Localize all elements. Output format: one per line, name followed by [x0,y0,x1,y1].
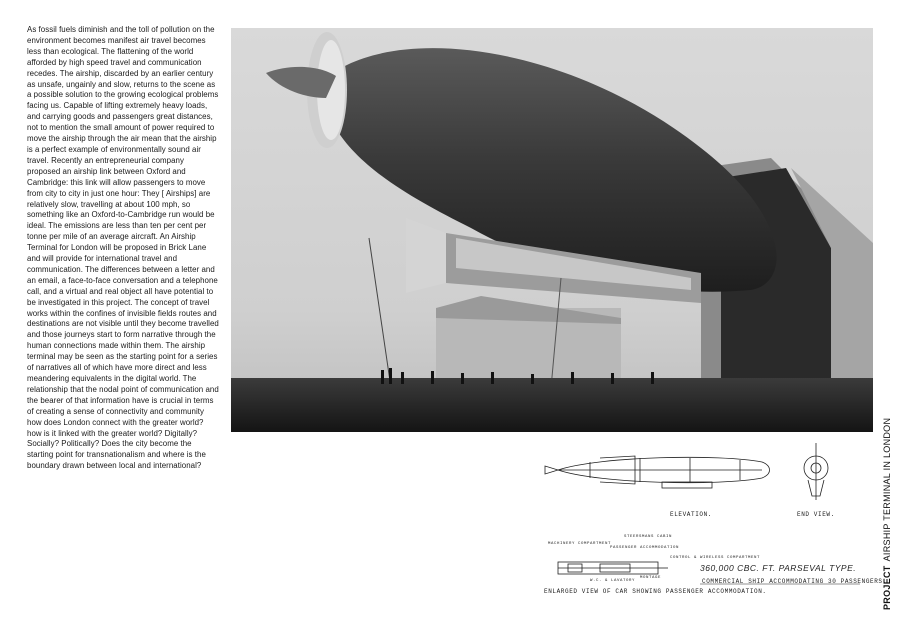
end-view-label: END VIEW. [797,511,835,518]
side-title-bold: PROJECT [882,565,892,610]
airship-photograph [231,28,873,432]
drawing-title: 360,000 CBC. FT. PARSEVAL TYPE. [700,563,857,573]
side-title [882,418,892,610]
annotation-wc: W.C. & LAVATORY [590,579,636,583]
side-title-text: AIRSHIP TERMINAL IN LONDON [882,417,892,562]
annotation-montage: MONTAGE [640,576,662,580]
annotation-passenger: PASSENGER ACCOMMODATION [610,546,680,550]
elevation-label: ELEVATION. [670,511,713,518]
annotation-machinery: MACHINERY COMPARTMENT [548,542,612,546]
annotation-steersman: STEERSMANS CABIN [624,535,673,539]
airship-technical-drawings [540,438,887,603]
annotation-control: CONTROL & WIRELESS COMPARTMENT [670,556,761,560]
body-text: As fossil fuels diminish and the toll of pollution on the environment becomes manifest air travel becomes less than ecological. The flattening of the world afforded by high speed travel and communication recedes. The airship, discarded by an earlier century as unsafe, ungainly and slow, returns to the scene as a possible solution to the growing ecological problems facing us. Capable of lifting extremely heavy loads, and carrying goods and passengers great distances, not to mention the small amount of power required to move the airship through the air mean that the airship is a perfect example of environmentally sound air travel. Recently an entrepreneurial company proposed an airship link between Oxford and Cambridge: this link will allow passengers to move from city to city in just one hour: They [ Airships] are relatively slow, travelling at about 100 mph, so something like an Oxford-to-Cambridge run would be ideal. The emissions are less than ten per cent per tonne per mile of an average aircraft. An Airship Terminal for London will be proposed in Brick Lane and will provide for international travel and communication. The differences between a letter and an email, a face-to-face conversation and a telephone call, and a virtual and real object all have potential to be investigated in this project. The concept of travel works within the confines of invisible fields routes and destinations are not visible until they become travelled and those journeys start to form narrative through the human connections made within them. The airship terminal may be seen as the starting point for a series of narratives all of which have more direct and less meandering equivalents in the digital world. The relationship that the nodal point of communication and the bearer of that information have is crucial in terms of creating a sense of connectivity and community how does London connect with the greater world? how is it linked with the greater world? Digitally? Socially? Politically? Does the city become the starting point for transnationalism and where is the boundary drawn between local and international? [27,25,219,471]
drawing-subtitle: COMMERCIAL SHIP ACCOMMODATING 30 PASSENGERS. [702,578,887,585]
body-text-column [27,25,219,472]
car-caption: ENLARGED VIEW OF CAR SHOWING PASSENGER ACCOMMODATION. [544,588,767,595]
airship-photo-image [231,28,873,432]
